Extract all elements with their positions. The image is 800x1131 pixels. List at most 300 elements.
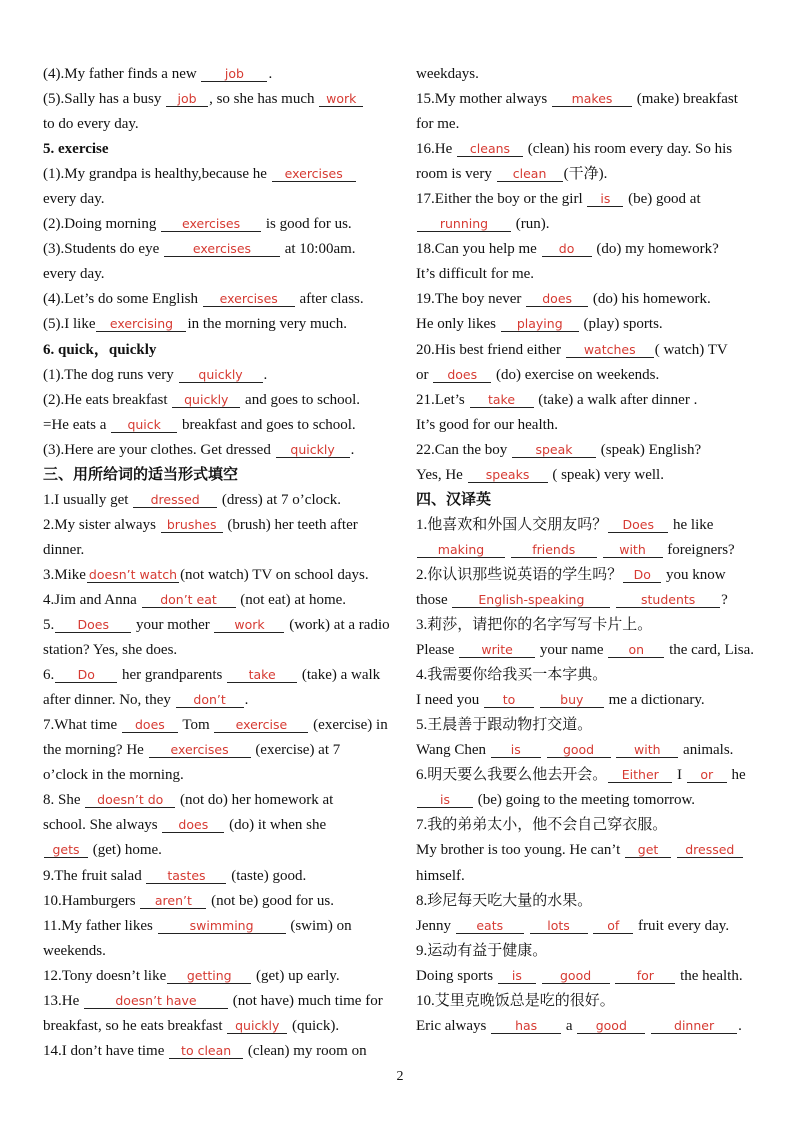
page-number: 2 [396, 1069, 404, 1084]
question-text: 4.Jim and Anna [43, 591, 141, 608]
question-text [611, 592, 615, 608]
question-text: (not do) her homework at [176, 792, 334, 809]
exercise-line [43, 688, 398, 713]
question-text: (work) at a radio [285, 617, 390, 634]
question-text: school. She always [43, 817, 162, 834]
exercise-line [416, 663, 761, 688]
answer-blank: gets [44, 842, 88, 858]
question-text [598, 542, 602, 558]
question-text: (exercise) at 7 [251, 742, 341, 759]
answer-blank: Does [55, 617, 131, 633]
question-text: he like [669, 516, 714, 533]
exercise-line [43, 262, 398, 287]
question-text: (do) it when she [225, 817, 327, 834]
question-text: weekdays. [416, 66, 479, 82]
question-text: 1.I usually get [43, 491, 133, 508]
answer-blank: making [417, 542, 505, 558]
answer-blank: take [227, 667, 297, 683]
question-text: I need you [416, 692, 484, 709]
exercise-line [43, 713, 398, 738]
answer-blank: playing [501, 316, 579, 332]
question-text: foreigners? [663, 541, 735, 558]
question-text: (make) breakfast [632, 91, 738, 108]
question-text: 10.艾里克晚饭总是吃的很好。 [416, 992, 615, 1009]
question-text: 1.他喜欢和外国人交朋友吗？ [416, 516, 608, 533]
answer-blank: lots [530, 918, 588, 934]
question-text: your mother [132, 617, 214, 634]
answer-blank: dinner [651, 1018, 737, 1034]
exercise-line [43, 763, 398, 788]
answer-blank: exercises [161, 216, 261, 232]
question-text: is good for us. [262, 216, 352, 233]
answer-blank: quickly [227, 1018, 287, 1034]
answer-blank: Does [608, 517, 668, 533]
question-text: (be) going to the meeting tomorrow. [474, 792, 696, 809]
question-text: (take) a walk [298, 667, 381, 684]
answer-blank: of [593, 918, 633, 934]
exercise-line [43, 838, 398, 863]
question-text: in the morning very much. [187, 316, 348, 333]
exercise-line [43, 864, 398, 889]
exercise-line [416, 413, 761, 438]
question-text: (1).My grandpa is healthy,because he [43, 166, 271, 183]
question-text: you know [662, 566, 726, 583]
answer-blank: work [214, 617, 284, 633]
exercise-line [416, 813, 761, 838]
answer-blank: with [603, 542, 663, 558]
exercise-line [416, 613, 761, 638]
answer-blank: exercising [96, 316, 186, 332]
exercise-line [416, 338, 761, 363]
answer-blank: write [459, 642, 535, 658]
question-text: 2.你认识那些说英语的学生吗？ [416, 566, 623, 583]
question-text: (get) up early. [252, 967, 340, 984]
answer-blank: dressed [133, 492, 217, 508]
question-text: 8.珍尼每天吃大量的水果。 [416, 892, 593, 909]
question-text: fruit every day. [634, 917, 730, 934]
question-text: Doing sports [416, 967, 497, 984]
heading-text: 三、用所给词的适当形式填空 [43, 466, 239, 483]
heading-text: 5. exercise [43, 141, 109, 158]
exercise-line [416, 438, 761, 463]
exercise-line [416, 287, 761, 312]
answer-blank: aren’t [140, 893, 206, 909]
question-text: Yes, He [416, 466, 467, 483]
question-text: a [562, 1017, 577, 1034]
question-text: 10.Hamburgers [43, 892, 140, 909]
answer-blank: good [577, 1018, 645, 1034]
question-text: It’s difficult for me. [416, 266, 535, 283]
answer-blank: dressed [677, 842, 743, 858]
exercise-line [43, 813, 398, 838]
question-text: ? [721, 591, 728, 608]
question-text: at 10:00am. [280, 241, 356, 258]
answer-blank: is [491, 742, 541, 758]
question-text: , so she has much [209, 91, 319, 108]
section-heading [416, 488, 761, 513]
question-text: your name [536, 642, 608, 659]
exercise-line [416, 638, 761, 663]
question-text: (swim) on [286, 917, 352, 934]
question-text: Tom [178, 717, 214, 734]
exercise-line [43, 738, 398, 763]
answer-blank: quickly [172, 392, 240, 408]
question-text: o’clock in the morning. [43, 767, 184, 784]
exercise-line [416, 62, 761, 87]
question-text: (3).Here are your clothes. Get dressed [43, 441, 275, 458]
exercise-line [416, 939, 761, 964]
exercise-line [43, 1039, 398, 1064]
answer-blank: good [542, 968, 610, 984]
question-text: every day. [43, 191, 105, 208]
answer-blank: Do [55, 667, 117, 683]
question-text: and goes to school. [241, 391, 361, 408]
question-text [537, 968, 541, 984]
exercise-line [416, 713, 761, 738]
question-text: 21.Let’s [416, 391, 469, 408]
answer-blank: speaks [468, 467, 548, 483]
question-text: (2).Doing morning [43, 216, 161, 233]
question-text: (4).My father finds a new [43, 66, 201, 82]
exercise-line [416, 788, 761, 813]
question-text: Jenny [416, 917, 455, 934]
question-text: (do) my homework? [592, 241, 719, 258]
exercise-line [416, 688, 761, 713]
answer-blank: tastes [146, 868, 226, 884]
exercise-line [416, 989, 761, 1014]
question-text: (clean) my room on [244, 1042, 367, 1059]
exercise-line [416, 588, 761, 613]
question-text: 22.Can the boy [416, 441, 511, 458]
exercise-line [43, 162, 398, 187]
answer-blank: exercises [272, 166, 356, 182]
exercise-line [43, 538, 398, 563]
answer-blank: on [608, 642, 664, 658]
question-text: her grandparents [118, 667, 227, 684]
right-column [416, 62, 761, 1039]
question-text: He only likes [416, 316, 500, 333]
question-text: himself. [416, 867, 465, 884]
answer-blank: quickly [276, 442, 350, 458]
question-text: . [268, 66, 273, 82]
exercise-line [43, 388, 398, 413]
question-text: =He eats a [43, 416, 111, 433]
question-text: (taste) good. [227, 867, 307, 884]
question-text: 14.I don’t have time [43, 1042, 169, 1059]
answer-blank: Either [608, 767, 672, 783]
exercise-line [43, 513, 398, 538]
answer-blank: job [201, 66, 267, 82]
answer-blank: for [615, 968, 675, 984]
exercise-line [416, 538, 761, 563]
question-text: (run). [512, 216, 550, 233]
question-text: dinner. [43, 541, 85, 558]
answer-blank: buy [540, 692, 604, 708]
question-text: (4).Let’s do some English [43, 291, 202, 308]
question-text: 16.He [416, 141, 456, 158]
answer-blank: exercise [214, 717, 308, 733]
question-text: 11.My father likes [43, 917, 157, 934]
answer-blank: do [542, 241, 592, 257]
question-text: or [416, 366, 433, 383]
question-text: . [738, 1017, 742, 1034]
question-text: (干净). [563, 166, 608, 183]
answer-blank: is [417, 792, 473, 808]
question-text: 3.Mike [43, 566, 86, 583]
answer-blank: cleans [457, 141, 523, 157]
question-text: 8. She [43, 792, 85, 809]
question-text [506, 542, 510, 558]
question-text: 4.我需要你给我买一本字典。 [416, 667, 608, 684]
question-text: 20.His best friend either [416, 341, 565, 358]
question-text: (clean) his room every day. So his [524, 141, 733, 158]
question-text [535, 692, 539, 708]
question-text: It’s good for our health. [416, 416, 559, 433]
answer-blank: speak [512, 442, 596, 458]
exercise-line [43, 287, 398, 312]
exercise-line [43, 438, 398, 463]
question-text: those [416, 591, 452, 608]
question-text: 18.Can you help me [416, 241, 541, 258]
exercise-line [43, 663, 398, 688]
question-text: (do) his homework. [589, 291, 711, 308]
question-text: I [673, 767, 686, 784]
question-text [611, 968, 615, 984]
answer-blank: students [616, 592, 720, 608]
question-text: Please [416, 642, 459, 659]
question-text: weekends. [43, 942, 106, 959]
question-text: (5).I like [43, 316, 96, 333]
section-heading [43, 137, 398, 162]
question-text: to do every day. [43, 116, 139, 133]
question-text: room is very [416, 166, 496, 183]
answer-blank: friends [511, 542, 597, 558]
question-text: (exercise) in [309, 717, 388, 734]
heading-text: 6. quick，quickly [43, 341, 157, 358]
exercise-line [43, 914, 398, 939]
exercise-line [416, 137, 761, 162]
exercise-line [416, 363, 761, 388]
exercise-line [416, 262, 761, 287]
question-text: (take) a walk after dinner . [534, 391, 698, 408]
exercise-line [416, 1014, 761, 1039]
answer-blank: doesn’t watch [88, 566, 178, 582]
answer-blank: good [547, 742, 611, 758]
exercise-line [43, 62, 398, 87]
question-text: (play) sports. [579, 316, 663, 333]
exercise-line [43, 1014, 398, 1039]
answer-blank: does [162, 817, 224, 833]
question-text: for me. [416, 116, 460, 133]
answer-blank: job [166, 91, 208, 107]
exercise-line [43, 889, 398, 914]
exercise-line [416, 112, 761, 137]
exercise-line [416, 463, 761, 488]
answer-blank: or [687, 767, 727, 783]
question-text: 13.He [43, 992, 83, 1009]
question-text: the health. [676, 967, 743, 984]
question-text: ( watch) TV [654, 341, 728, 358]
answer-blank: quickly [179, 367, 263, 383]
question-text: 6.明天要么我要么他去开会。 [416, 767, 608, 784]
question-text: station? Yes, she does. [43, 642, 178, 659]
answer-blank: to [484, 692, 534, 708]
question-text: (2).He eats breakfast [43, 391, 172, 408]
exercise-line [43, 488, 398, 513]
question-text: ( speak) very well. [548, 466, 664, 483]
exercise-line [416, 763, 761, 788]
question-text: . [350, 441, 355, 458]
question-text: animals. [679, 742, 734, 759]
answer-blank: running [417, 216, 511, 232]
question-text [525, 918, 529, 934]
exercise-line [43, 563, 398, 588]
answer-blank: work [319, 91, 363, 107]
question-text: (do) exercise on weekends. [492, 366, 660, 383]
answer-blank: does [433, 367, 491, 383]
question-text: (be) good at [624, 191, 701, 208]
answer-blank: don’t [176, 692, 244, 708]
section-heading [43, 463, 398, 488]
question-text: 7.What time [43, 717, 121, 734]
answer-blank: brushes [161, 517, 223, 533]
answer-blank: to clean [169, 1043, 243, 1059]
question-text: the morning? He [43, 742, 148, 759]
answer-blank: does [122, 717, 178, 733]
exercise-line [416, 738, 761, 763]
question-text: 5.王晨善于跟动物打交道。 [416, 717, 593, 734]
exercise-line [43, 788, 398, 813]
answer-blank: clean [497, 166, 563, 182]
question-text: breakfast, so he eats breakfast [43, 1017, 227, 1034]
question-text: 9.The fruit salad [43, 867, 146, 884]
question-text: . [244, 692, 249, 709]
question-text: 15.My mother always [416, 91, 551, 108]
question-text: 19.The boy never [416, 291, 526, 308]
exercise-line [43, 939, 398, 964]
question-text: Eric always [416, 1017, 491, 1034]
question-text: after dinner. No, they [43, 692, 175, 709]
answer-blank: take [470, 392, 534, 408]
exercise-line [416, 563, 761, 588]
question-text: me a dictionary. [604, 692, 705, 709]
exercise-line [416, 964, 761, 989]
answer-blank: exercises [149, 742, 251, 758]
question-text: (not eat) at home. [236, 591, 347, 608]
question-text: (quick). [288, 1017, 340, 1034]
question-text: 6. [43, 667, 55, 684]
exercise-line [416, 237, 761, 262]
exercise-line [43, 964, 398, 989]
question-text: the card, Lisa. [665, 642, 755, 659]
question-text: (not have) much time for [229, 992, 383, 1009]
answer-blank: doesn’t do [85, 792, 175, 808]
question-text: (get) home. [89, 842, 162, 859]
answer-blank: is [587, 191, 623, 207]
answer-blank: get [625, 842, 671, 858]
question-text: 5. [43, 617, 55, 634]
question-text [612, 742, 616, 758]
exercise-line [43, 989, 398, 1014]
question-text: 17.Either the boy or the girl [416, 191, 587, 208]
question-text: after class. [295, 291, 364, 308]
exercise-line [43, 363, 398, 388]
question-text: 9.运动有益于健康。 [416, 942, 548, 959]
answer-blank: exercises [164, 241, 280, 257]
exercise-line [43, 237, 398, 262]
exercise-line [416, 212, 761, 237]
answer-blank: don’t eat [142, 592, 236, 608]
answer-blank: doesn’t have [84, 993, 228, 1009]
question-text: 2.My sister always [43, 516, 160, 533]
exercise-line [416, 889, 761, 914]
answer-blank: English-speaking [452, 592, 610, 608]
question-text [542, 742, 546, 758]
exercise-line [416, 864, 761, 889]
exercise-line [43, 413, 398, 438]
question-text: every day. [43, 266, 105, 283]
question-text [589, 918, 593, 934]
section-heading [43, 338, 398, 363]
question-text: breakfast and goes to school. [178, 416, 356, 433]
answer-blank: quick [111, 417, 177, 433]
exercise-line [416, 513, 761, 538]
exercise-line [43, 613, 398, 638]
left-column [43, 62, 398, 1064]
question-text: . [263, 366, 268, 383]
question-text: 3.莉莎，请把你的名字写写卡片上。 [416, 617, 653, 634]
question-text: (speak) English? [597, 441, 702, 458]
exercise-line [43, 638, 398, 663]
question-text: (brush) her teeth after [223, 516, 358, 533]
exercise-line [416, 388, 761, 413]
question-text: (dress) at 7 o’clock. [218, 491, 342, 508]
question-text: Wang Chen [416, 742, 490, 759]
exercise-line [416, 162, 761, 187]
answer-blank: Do [623, 567, 661, 583]
answer-blank: does [526, 291, 588, 307]
answer-blank: has [491, 1018, 561, 1034]
question-text: he [727, 767, 746, 784]
question-text: (not watch) TV on school days. [180, 566, 369, 583]
exercise-line [43, 212, 398, 237]
exercise-line [43, 112, 398, 137]
question-text: (not be) good for us. [207, 892, 335, 909]
question-text: (1).The dog runs very [43, 366, 178, 383]
answer-blank: is [498, 968, 536, 984]
exercise-line [416, 87, 761, 112]
answer-blank: swimming [158, 918, 286, 934]
question-text: 7.我的弟弟太小，他不会自己穿衣服。 [416, 817, 668, 834]
exercise-line [416, 914, 761, 939]
exercise-line [416, 312, 761, 337]
question-text [672, 842, 676, 858]
answer-blank: getting [167, 968, 251, 984]
answer-blank: eats [456, 918, 524, 934]
exercise-line [416, 187, 761, 212]
exercise-line [43, 87, 398, 112]
exercise-line [43, 187, 398, 212]
question-text [646, 1018, 650, 1034]
answer-blank: watches [566, 342, 654, 358]
question-text: 12.Tony doesn’t like [43, 967, 167, 984]
exercise-line [43, 588, 398, 613]
answer-blank: makes [552, 91, 632, 107]
question-text: My brother is too young. He can’t [416, 842, 625, 859]
question-text: (5).Sally has a busy [43, 91, 166, 108]
answer-blank: exercises [203, 291, 295, 307]
exercise-line [43, 312, 398, 337]
